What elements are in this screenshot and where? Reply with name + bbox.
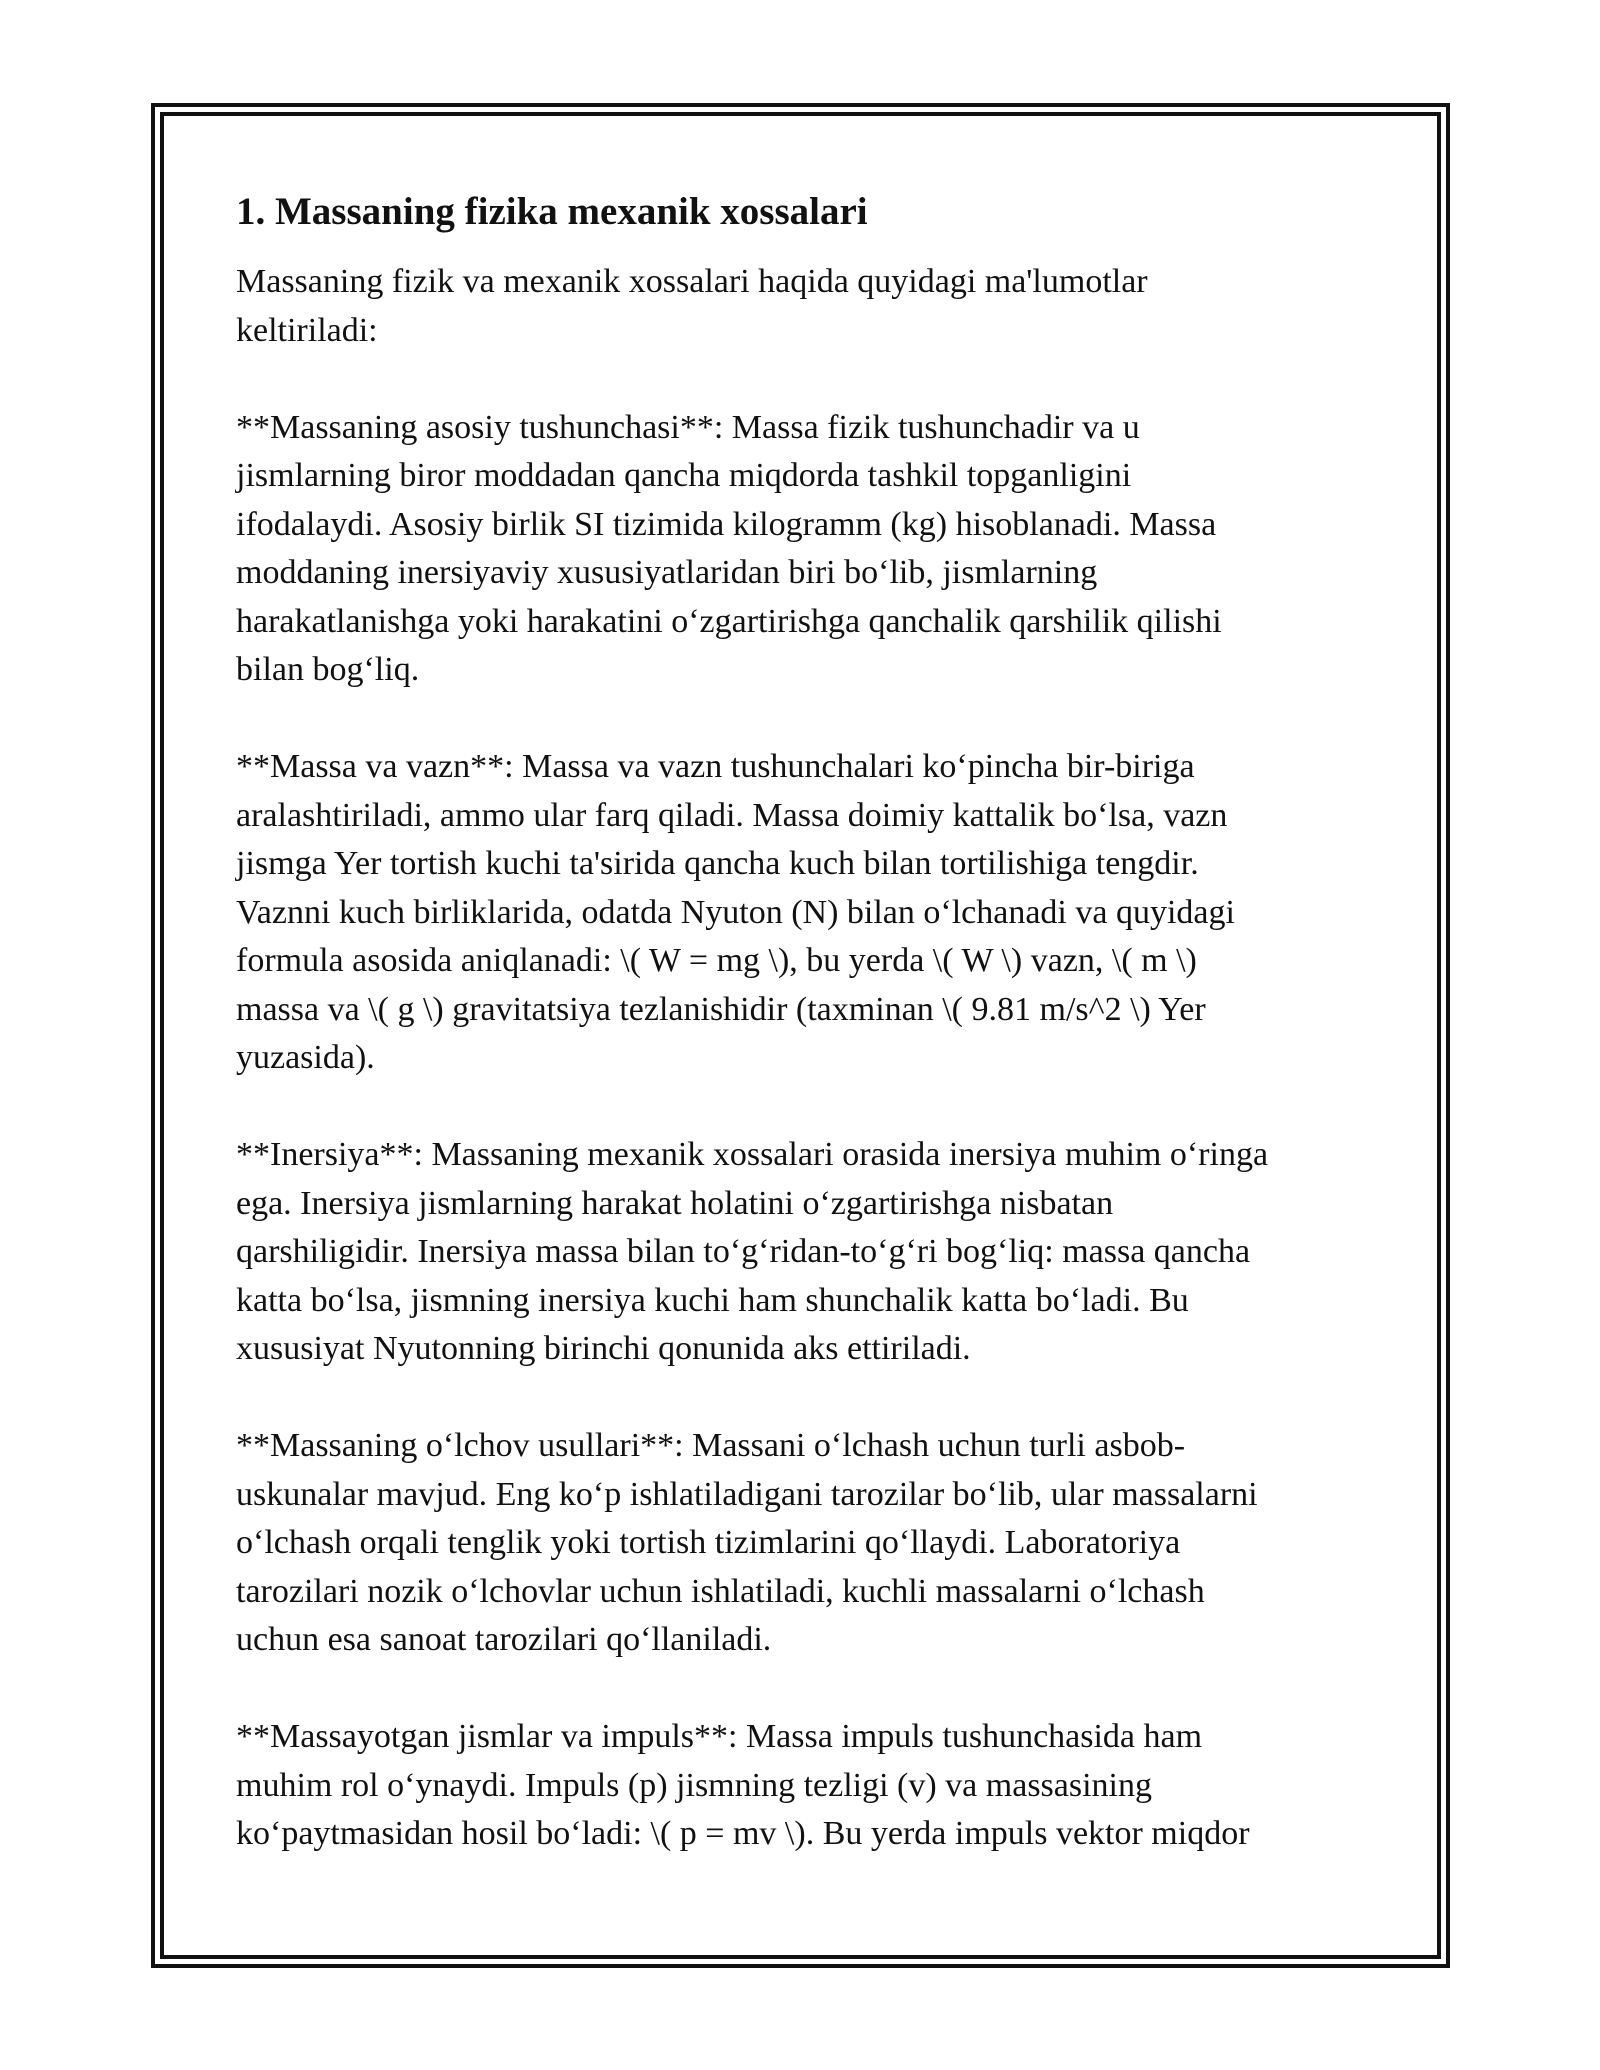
text-line: moddaning inersiyaviy xususiyatlaridan biri bo‘lib, jismlarning: [236, 554, 1098, 591]
text-line: Vaznni kuch birliklarida, odatda Nyuton (N) bilan o‘lchanadi va quyidagi: [236, 893, 1235, 931]
text-line: o‘lchash orqali tenglik yoki tortish tizimlarini qo‘llaydi. Laboratoriya: [236, 1524, 1181, 1561]
text-line: qarshiligidir. Inersiya massa bilan to‘g‘ridan-to‘g‘ri bog‘liq: massa qancha: [236, 1233, 1251, 1270]
text-line: **Massaning o‘lchov usullari**: Massani o‘lchash uchun turli asbob-: [236, 1427, 1186, 1464]
text-line: aralashtiriladi, ammo ular farq qiladi. Massa doimiy kattalik bo‘lsa, vazn: [236, 796, 1228, 834]
paragraph-measurement-methods: [236, 1422, 1366, 1665]
text-line: katta bo‘lsa, jismning inersiya kuchi ham shunchalik katta bo‘ladi. Bu: [236, 1281, 1189, 1319]
text-line: massa va \( g \) gravitatsiya tezlanishidir (taxminan \( 9.81 m/s^2 \) Yer: [236, 990, 1206, 1028]
text-line: tarozilari nozik o‘lchovlar uchun ishlatiladi, kuchli massalarni o‘lchash: [236, 1572, 1205, 1610]
text-line: jismlarning biror moddadan qancha miqdorda tashkil topganligini: [236, 457, 1132, 494]
section-title: 1. Massaning fizika mexanik xossalari: [236, 190, 868, 233]
text-line: Massaning fizik va mexanik xossalari haqida quyidagi ma'lumotlar: [236, 263, 1148, 300]
text-line: xususiyat Nyutonning birinchi qonunida aks ettiriladi.: [236, 1330, 971, 1367]
text-line: ifodalaydi. Asosiy birlik SI tizimida kilogramm (kg) hisoblanadi. Massa: [236, 505, 1217, 543]
text-line: **Massayotgan jismlar va impuls**: Massa impuls tushunchasida ham: [236, 1718, 1203, 1755]
paragraph-momentum: [236, 1713, 1366, 1859]
text-line: keltiriladi:: [236, 311, 378, 349]
text-line: uskunalar mavjud. Eng ko‘p ishlatiladigani tarozilar bo‘lib, ular massalarni: [236, 1475, 1258, 1513]
text-line: ko‘paytmasidan hosil bo‘ladi: \( p = mv \). Bu yerda impuls vektor miqdor: [236, 1815, 1250, 1852]
text-line: ega. Inersiya jismlarning harakat holatini o‘zgartirishga nisbatan: [236, 1184, 1114, 1222]
text-line: uchun esa sanoat tarozilari qo‘llaniladi.: [236, 1621, 772, 1658]
text-line: harakatlanishga yoki harakatini o‘zgartirishga qanchalik qarshilik qilishi: [236, 602, 1222, 640]
paragraph-inertia: [236, 1131, 1366, 1374]
text-line: **Massa va vazn**: Massa va vazn tushunchalari ko‘pincha bir-biriga: [236, 748, 1195, 785]
paragraph-mass-and-weight: [236, 743, 1366, 1083]
text-line: bilan bog‘liq.: [236, 651, 420, 688]
text-line: **Massaning asosiy tushunchasi**: Massa fizik tushunchadir va u: [236, 408, 1140, 446]
text-line: jismga Yer tortish kuchi ta'sirida qancha kuch bilan tortilishiga tengdir.: [236, 845, 1199, 882]
paragraph-basic-concept: [236, 404, 1366, 695]
text-line: yuzasida).: [236, 1039, 375, 1076]
paragraph-intro: [236, 258, 1366, 355]
text-line: muhim rol o‘ynaydi. Impuls (p) jismning tezligi (v) va massasining: [236, 1766, 1152, 1804]
text-line: formula asosida aniqlanadi: \( W = mg \), bu yerda \( W \) vazn, \( m \): [236, 942, 1197, 979]
document-body: [236, 186, 1366, 1907]
text-line: **Inersiya**: Massaning mexanik xossalari orasida inersiya muhim o‘ringa: [236, 1136, 1269, 1173]
